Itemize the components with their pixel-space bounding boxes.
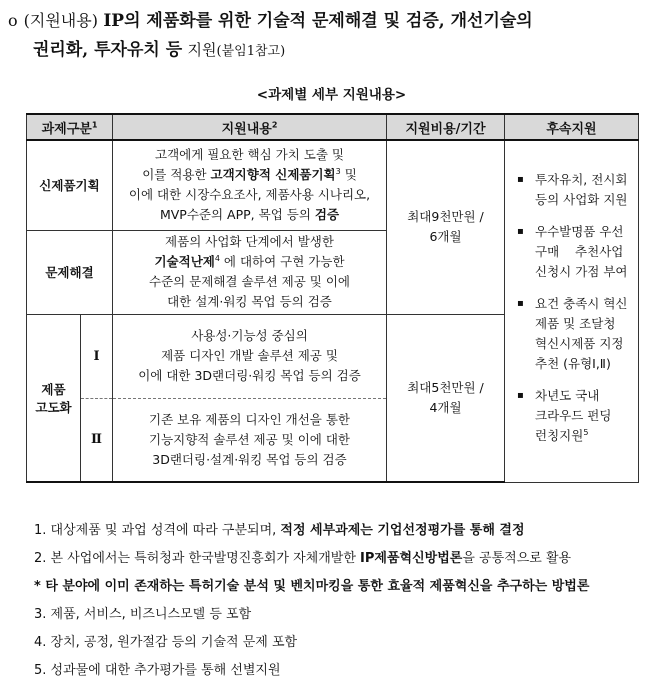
table-header-row [27, 114, 639, 140]
cost-9000: 최대9천만원 / 6개월 [387, 140, 505, 314]
follow-item-procurement: ▪ 우수발명품 우선 구매 추천사업 신청시 가점 부여 [513, 222, 634, 282]
follow-support [505, 140, 639, 482]
category-problem: 문제해결 [27, 230, 113, 314]
follow-item-investment: ▪ 투자유치, 전시회 등의 사업화 지원 [513, 170, 634, 210]
heading-tail: 지원 [187, 41, 217, 59]
table-row-new-product [27, 140, 639, 230]
heading-main-line1: IP의 제품화를 위한 기술적 문제해결 및 검증, 개선기술의 [103, 11, 533, 31]
follow-item-crowdfunding: ▪ 차년도 국내 크라우드 펀딩 런칭지원$^5$ [513, 386, 634, 446]
footnote-5: 5. 성과물에 대한 추가평가를 통해 선별지원 [34, 663, 281, 678]
header-content: 지원내용$^2$ [113, 114, 387, 140]
sub-type-2: Ⅱ [81, 398, 113, 482]
footnote-2: 2. 본 사업에서는 특허청과 한국발명진흥회가 자체개발한 IP제품혁신방법론을 공통적으로 활용 [34, 551, 572, 566]
header-category: 과제구분$^1$ [27, 114, 113, 140]
category-new-product: 신제품기획 [27, 140, 113, 230]
support-table [26, 113, 639, 483]
content-problem: 제품의 사업화 단계에서 발생한 기술적난제$^4$ 에 대하여 구현 가능한 수준의 문제해결 솔루션 제공 및 이에 대한 설계·워킹 목업 등의 검증 [113, 230, 387, 314]
table-title: <과제별 세부 지원내용> [256, 87, 407, 103]
content-advanced-1: 사용성·기능성 중심의 제품 디자인 개발 솔루션 제공 및 이에 대한 3D랜더링·워킹 목업 등의 검증 [113, 314, 387, 398]
category-advanced: 제품 고도화 [27, 314, 81, 482]
heading-line-2 [8, 36, 658, 66]
footnotes [34, 517, 589, 685]
footnote-1: 1. 대상제품 및 과업 성격에 따라 구분되며, 적정 세부과제는 기업선정평가를 통해 결정 [34, 523, 525, 538]
header-follow: 후속지원 [505, 114, 639, 140]
heading-line-1 [8, 6, 658, 36]
section-heading [8, 6, 658, 66]
heading-main-line2: 권리화, 투자유치 등 [33, 40, 183, 60]
heading-bullet: o [8, 11, 18, 30]
content-new-product: 고객에게 필요한 핵심 가치 도출 및 이를 적용한 고객지향적 신제품기획$^3$ 및 이에 대한 시장수요조사, 제품사용 시나리오, MVP수준의 APP, 목업 등의 검증 [113, 140, 387, 230]
heading-paren: (지원내용) [23, 11, 98, 30]
sub-type-1: Ⅰ [81, 314, 113, 398]
header-cost: 지원비용/기간 [387, 114, 505, 140]
content-advanced-2: 기존 보유 제품의 디자인 개선을 통한 기능지향적 솔루션 제공 및 이에 대한 3D랜더링·설계·워킹 목업 등의 검증 [113, 398, 387, 482]
footnote-4: 4. 장치, 공정, 원가절감 등의 기술적 문제 포함 [34, 635, 298, 650]
follow-item-innovation: ▪ 요건 충족시 혁신 제품 및 조달청 혁신시제품 지정 추천 (유형Ⅰ,Ⅱ) [513, 294, 634, 374]
footnote-3: 3. 제품, 서비스, 비즈니스모델 등 포함 [34, 607, 252, 622]
cost-5000: 최대5천만원 / 4개월 [387, 314, 505, 482]
footnote-2-star: * 타 분야에 이미 존재하는 특허기술 분석 및 벤치마킹을 통한 효율적 제품혁신을 추구하는 방법론 [34, 579, 590, 594]
heading-ref: (붙임1참고) [216, 44, 286, 59]
